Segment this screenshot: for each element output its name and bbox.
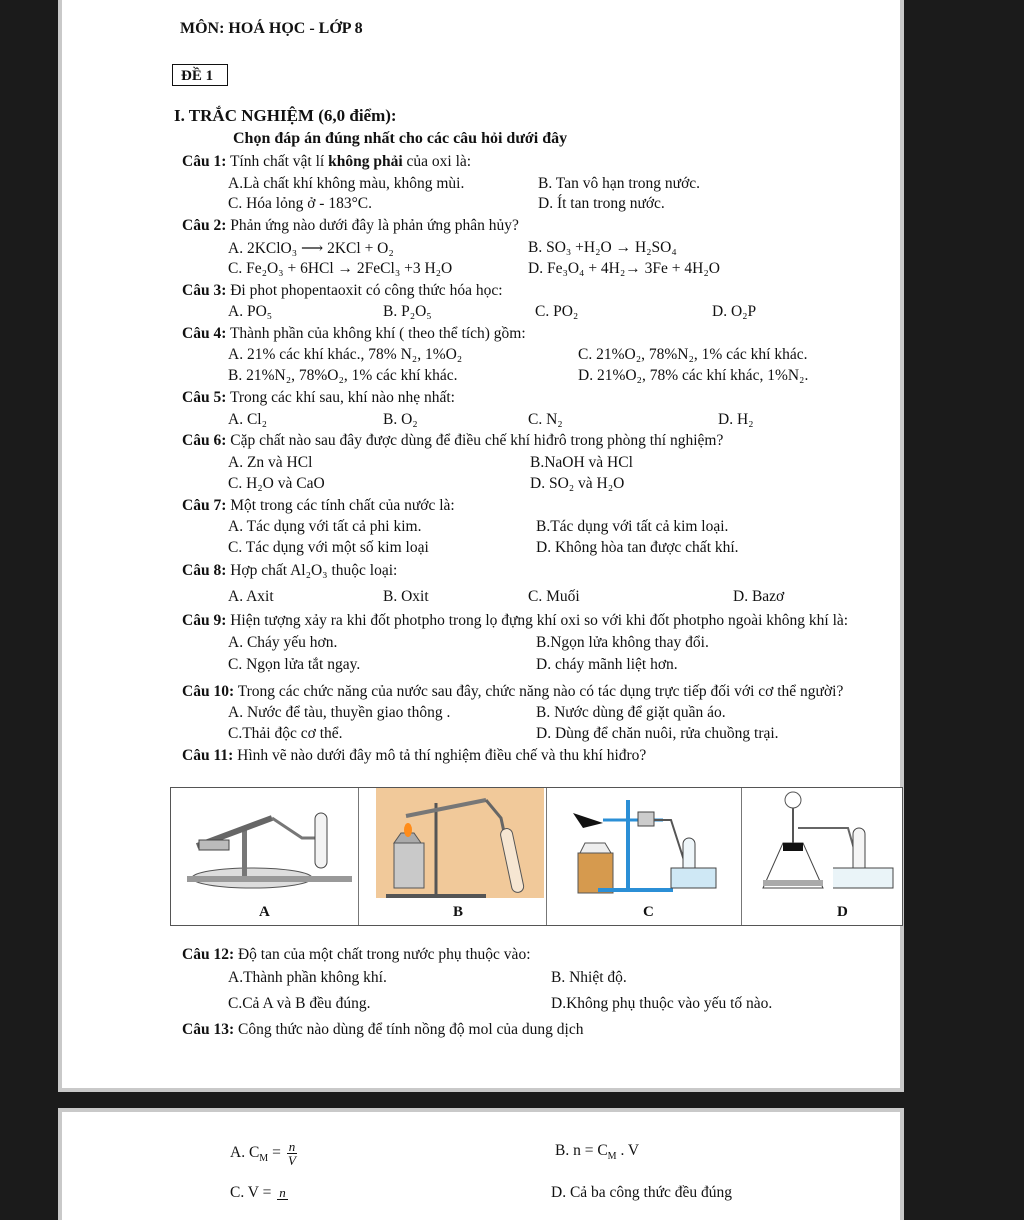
- option-b: B. Nước dùng để giặt quần áo.: [536, 704, 726, 721]
- option-c: C. Hóa lỏng ở - 183°C.: [228, 195, 372, 212]
- question-text-end: của oxi là:: [402, 153, 472, 170]
- question-text: Hiện tượng xảy ra khi đốt photpho trong lọ đựng khí oxi so với khi đốt photpho ngoài không khí là:: [226, 612, 849, 629]
- option-b: B.NaOH và HCl: [530, 454, 633, 471]
- numerator: n: [279, 1185, 286, 1201]
- formula-text: C. V =: [230, 1184, 276, 1201]
- question-label: Câu 10:: [182, 683, 235, 700]
- question-9: [182, 612, 848, 630]
- option-b: B.Ngọn lửa không thay đổi.: [536, 634, 709, 651]
- formula-text: A. C: [230, 1144, 260, 1162]
- option-a: A.Là chất khí không màu, không mùi.: [228, 175, 465, 192]
- question-8: [182, 562, 397, 580]
- section-instruction: Chọn đáp án đúng nhất cho các câu hỏi dưới đây: [233, 130, 568, 147]
- option-a: A. Tác dụng với tất cả phi kim.: [228, 518, 422, 535]
- question-text: Tính chất vật lí: [226, 153, 329, 170]
- numerator: n: [288, 1139, 296, 1154]
- question-text: Thành phần của không khí ( theo thể tích) gồm:: [226, 325, 526, 342]
- option-d: D. Fe₃O₄ + 4H₂→ 3Fe + 4H₂O: [528, 260, 720, 277]
- question-11: [182, 747, 646, 765]
- question-label: Câu 3:: [182, 282, 227, 299]
- question-text: Phản ứng nào dưới đây là phản ứng phân hủy?: [226, 217, 519, 234]
- figure-a-diagram: [177, 788, 355, 898]
- option-b: B. O₂: [383, 411, 418, 428]
- question-label: Câu 11:: [182, 747, 234, 764]
- option-c: C. 21%O₂, 78%N₂, 1% các khí khác.: [578, 346, 808, 363]
- subject-title: MÔN: HOÁ HỌC - LỚP 8: [180, 20, 363, 37]
- question-4: [182, 325, 526, 343]
- option-b: B. Oxit: [383, 588, 429, 605]
- question-label: Câu 5:: [182, 389, 227, 406]
- option-c: C. Muối: [528, 588, 580, 605]
- question-label: Câu 13:: [182, 1021, 235, 1038]
- formula-fraction: [287, 1140, 298, 1167]
- option-a: A. Cl₂: [228, 411, 267, 428]
- denominator: V: [287, 1153, 296, 1168]
- question-text: Một trong các tính chất của nước là:: [226, 497, 455, 514]
- option-c: C. Tác dụng với một số kim loại: [228, 539, 429, 556]
- option-d: D. Cả ba công thức đều đúng: [551, 1184, 733, 1201]
- option-a: A. 2KClO₃ ⟶ 2KCl + O₂: [228, 240, 394, 257]
- option-a: A. PO₅: [228, 303, 273, 320]
- question-label: Câu 4:: [182, 325, 227, 342]
- section-title: I. TRẮC NGHIỆM (6,0 điểm):: [174, 106, 397, 125]
- question-label: Câu 7:: [182, 497, 227, 514]
- question-12: [182, 946, 531, 964]
- question-text: Hình vẽ nào dưới đây mô tả thí nghiệm điều chế và thu khí hiđro?: [233, 747, 647, 764]
- figure-divider: [741, 788, 742, 925]
- question-text: Hợp chất Al₂O₃ thuộc loại:: [226, 562, 398, 579]
- option-d: D. Ít tan trong nước.: [538, 195, 665, 212]
- question-label: Câu 9:: [182, 612, 227, 629]
- question-label: Câu 2:: [182, 217, 227, 234]
- formula-end: . V: [616, 1142, 640, 1159]
- page-edge-bottom: [58, 1088, 904, 1092]
- option-c: C.Cả A và B đều đúng.: [228, 995, 371, 1012]
- question-5: [182, 389, 455, 407]
- question-13: [182, 1021, 583, 1039]
- question-text: Trong các chức năng của nước sau đây, chức năng nào có tác dụng trực tiếp đối với cơ thể người?: [234, 683, 844, 700]
- page-edge-left: [58, 1108, 62, 1220]
- option-d: D. cháy mãnh liệt hơn.: [536, 656, 678, 673]
- question-3: [182, 282, 503, 300]
- option-c: C. H₂O và CaO: [228, 475, 325, 492]
- question-text: Cặp chất nào sau đây được dùng để điều chế khí hiđrô trong phòng thí nghiệm?: [226, 432, 724, 449]
- figure-a-label: A: [259, 904, 270, 920]
- option-c: C. N₂: [528, 411, 563, 428]
- option-a: A. 21% các khí khác., 78% N₂, 1%O₂: [228, 346, 463, 363]
- option-b: B. P₂O₅: [383, 303, 432, 320]
- figure-b-diagram: [376, 788, 544, 898]
- option-a: A. Cháy yếu hơn.: [228, 634, 338, 651]
- question-7: [182, 497, 455, 515]
- experiment-figures: [170, 787, 903, 926]
- formula-subscript: M: [607, 1151, 617, 1163]
- option-d: D. H₂: [718, 411, 754, 428]
- option-d: D. SO₂ và H₂O: [530, 475, 625, 492]
- option-b: B. Nhiệt độ.: [551, 969, 627, 986]
- formula-subscript: M: [259, 1153, 269, 1165]
- figure-divider: [546, 788, 547, 925]
- option-a: A. Axit: [228, 588, 274, 605]
- option-c: [230, 1184, 288, 1202]
- question-label: Câu 8:: [182, 562, 227, 579]
- option-c: C.Thải độc cơ thể.: [228, 725, 343, 742]
- option-c: C. Fe₂O₃ + 6HCl → 2FeCl₃ +3 H₂O: [228, 260, 453, 277]
- formula-equals: =: [268, 1144, 285, 1162]
- question-text: Đi phot phopentaoxit có công thức hóa học:: [226, 282, 503, 299]
- question-6: [182, 432, 723, 450]
- option-d: D. O₂P: [712, 303, 757, 320]
- option-b: B. Tan vô hạn trong nước.: [538, 175, 701, 192]
- question-text: Công thức nào dùng để tính nồng độ mol của dung dịch: [234, 1021, 584, 1038]
- option-a: A. Nước để tàu, thuyền giao thông .: [228, 704, 451, 721]
- option-b: B.Tác dụng với tất cả kim loại.: [536, 518, 729, 535]
- option-d: D.Không phụ thuộc vào yếu tố nào.: [551, 995, 773, 1012]
- option-d: D. Bazơ: [733, 588, 785, 605]
- figure-b-label: B: [453, 904, 464, 920]
- question-10: [182, 683, 843, 701]
- page-edge-top: [58, 1108, 904, 1112]
- question-2: [182, 217, 519, 235]
- question-text: Trong các khí sau, khí nào nhẹ nhất:: [226, 389, 455, 406]
- figure-c-label: C: [643, 904, 654, 920]
- figure-c-diagram: [563, 788, 738, 898]
- question-label: Câu 6:: [182, 432, 227, 449]
- option-c: C. Ngọn lửa tắt ngay.: [228, 656, 361, 673]
- option-b: [555, 1142, 639, 1162]
- option-b: B. SO₃ +H₂O → H₂SO₄: [528, 239, 677, 256]
- option-c: C. PO₂: [535, 303, 579, 320]
- page-edge-left: [58, 0, 62, 1092]
- option-b: B. 21%N₂, 78%O₂, 1% các khí khác.: [228, 367, 458, 384]
- formula-text: B. n = C: [555, 1142, 608, 1159]
- question-label: Câu 12:: [182, 946, 235, 963]
- question-label: Câu 1:: [182, 153, 227, 170]
- figure-d-diagram: [753, 788, 898, 898]
- figure-divider: [358, 788, 359, 925]
- option-d: D. Dùng để chăn nuôi, rửa chuồng trại.: [536, 725, 779, 742]
- option-a: [230, 1140, 297, 1167]
- formula-fraction: [277, 1186, 288, 1200]
- option-a: A.Thành phần không khí.: [228, 969, 387, 986]
- page-edge-right: [900, 1108, 904, 1220]
- question-1: [182, 153, 471, 171]
- page-edge-right: [900, 0, 904, 1092]
- question-text: Độ tan của một chất trong nước phụ thuộc vào:: [234, 946, 531, 963]
- option-a: A. Zn và HCl: [228, 454, 313, 471]
- exam-page-2: [58, 1108, 904, 1220]
- exam-code-box: ĐỀ 1: [172, 64, 228, 86]
- option-d: D. 21%O₂, 78% các khí khác, 1%N₂.: [578, 367, 809, 384]
- figure-d-label: D: [837, 904, 848, 920]
- question-text-bold: không phải: [328, 153, 403, 170]
- option-d: D. Không hòa tan được chất khí.: [536, 539, 739, 556]
